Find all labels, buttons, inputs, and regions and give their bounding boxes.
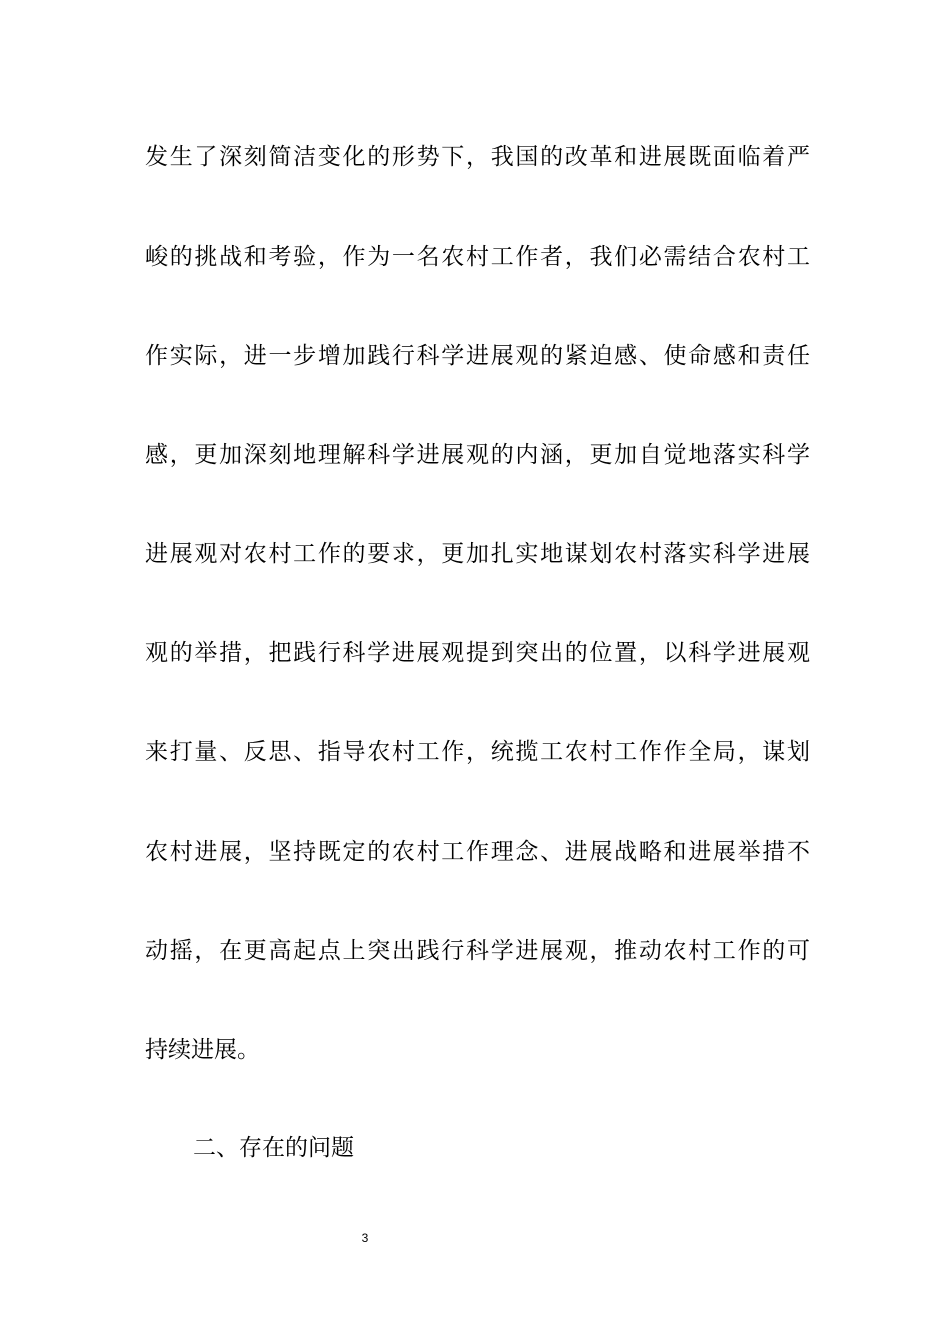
paragraph-line: 作实际，进一步增加践行科学进展观的紧迫感、使命感和责任 bbox=[145, 343, 810, 369]
paragraph-line: 观的举措，把践行科学进展观提到突出的位置，以科学进展观 bbox=[145, 640, 810, 666]
section-heading: 二、存在的问题 bbox=[193, 1135, 354, 1161]
paragraph-line: 进展观对农村工作的要求，更加扎实地谋划农村落实科学进展 bbox=[145, 541, 810, 567]
paragraph-line: 感，更加深刻地理解科学进展观的内涵，更加自觉地落实科学 bbox=[145, 442, 810, 468]
paragraph-line: 农村进展，坚持既定的农村工作理念、进展战略和进展举措不 bbox=[145, 839, 810, 865]
paragraph-line: 动摇，在更高起点上突出践行科学进展观，推动农村工作的可 bbox=[145, 938, 810, 964]
paragraph-line: 来打量、反思、指导农村工作，统揽工农村工作作全局，谋划 bbox=[145, 739, 810, 765]
page-number: 3 bbox=[361, 1231, 369, 1245]
paragraph-line: 发生了深刻简洁变化的形势下，我国的改革和进展既面临着严 bbox=[145, 144, 810, 170]
paragraph-line: 峻的挑战和考验，作为一名农村工作者，我们必需结合农村工 bbox=[145, 244, 810, 270]
paragraph-line: 持续进展。 bbox=[145, 1037, 260, 1063]
